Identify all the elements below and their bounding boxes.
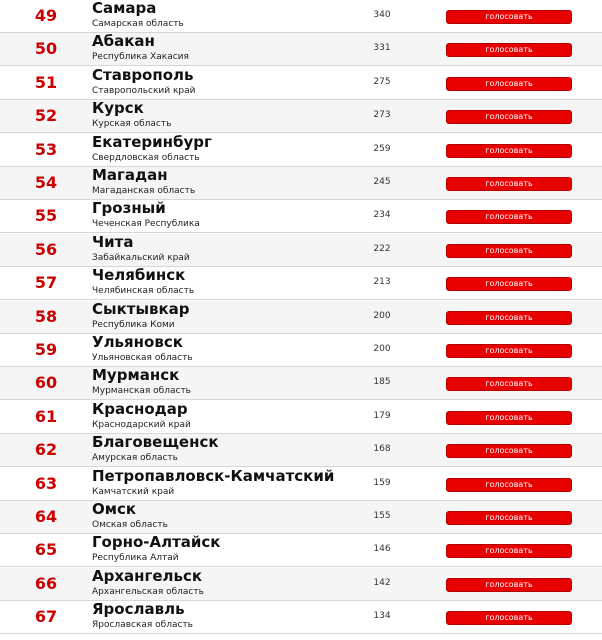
table-row [0, 568, 602, 601]
table-row [0, 267, 602, 300]
vote-count: 259 [373, 143, 391, 154]
vote-button[interactable]: голосовать [446, 344, 572, 358]
vote-button[interactable]: голосовать [446, 43, 572, 57]
vote-button[interactable]: голосовать [446, 144, 572, 158]
region-name: Республика Алтай [92, 553, 179, 564]
vote-count: 142 [373, 577, 391, 588]
vote-button[interactable]: голосовать [446, 77, 572, 91]
city-name: Чита [92, 232, 134, 251]
vote-count: 134 [373, 611, 391, 622]
table-row [0, 601, 602, 634]
region-name: Магаданская область [92, 186, 196, 196]
rank-number: 66 [34, 573, 58, 593]
city-name: Екатеринбург [92, 132, 212, 151]
vote-count: 200 [373, 344, 391, 354]
city-name: Архангельск [92, 566, 203, 585]
region-name: Архангельская область [92, 586, 204, 597]
rank-number: 60 [34, 373, 58, 393]
vote-count: 179 [373, 410, 391, 421]
city-name: Краснодар [92, 399, 188, 418]
table-row [0, 501, 602, 534]
vote-button[interactable]: голосовать [446, 611, 572, 625]
vote-button[interactable]: голосовать [446, 511, 572, 525]
table-row [0, 33, 602, 66]
rank-number: 63 [34, 473, 58, 493]
city-name: Ульяновск [92, 333, 183, 351]
vote-count: 168 [373, 444, 391, 455]
table-row [0, 0, 602, 33]
city-name: Ярославль [92, 600, 185, 619]
rank-number: 58 [34, 306, 58, 326]
city-name: Ставрополь [92, 65, 194, 84]
vote-button[interactable]: голосовать [446, 244, 572, 258]
vote-count: 245 [373, 177, 391, 187]
vote-count: 185 [373, 377, 391, 388]
rank-number: 65 [34, 540, 58, 560]
vote-button[interactable]: голосовать [446, 10, 572, 24]
rank-number: 54 [34, 173, 58, 192]
region-name: Республика Коми [92, 319, 175, 330]
vote-count: 234 [373, 210, 391, 221]
rank-number: 56 [34, 239, 58, 259]
region-name: Самарская область [92, 19, 184, 29]
table-row [0, 200, 602, 233]
rank-number: 52 [34, 106, 58, 126]
city-name: Петропавловск-Камчатский [92, 466, 335, 485]
city-name: Мурманск [92, 366, 180, 385]
table-row [0, 334, 602, 367]
table-row [0, 434, 602, 467]
rank-number: 55 [34, 206, 58, 226]
rank-number: 51 [34, 72, 58, 92]
vote-button[interactable]: голосовать [446, 444, 572, 458]
rank-number: 59 [34, 340, 58, 359]
vote-count: 159 [373, 477, 391, 488]
table-row [0, 301, 602, 334]
vote-button[interactable]: голосовать [446, 110, 572, 124]
region-name: Свердловская область [92, 152, 200, 163]
vote-count: 340 [373, 10, 391, 20]
rank-number: 64 [34, 507, 58, 526]
rank-number: 49 [34, 6, 58, 25]
vote-button[interactable]: голосовать [446, 411, 572, 425]
region-name: Забайкальский край [92, 252, 190, 263]
vote-count: 273 [373, 110, 391, 121]
vote-count: 222 [373, 243, 391, 254]
city-name: Горно-Алтайск [92, 533, 221, 552]
vote-button[interactable]: голосовать [446, 277, 572, 291]
vote-count: 200 [373, 310, 391, 321]
city-name: Челябинск [92, 266, 186, 285]
table-row [0, 468, 602, 501]
city-name: Благовещенск [92, 433, 219, 452]
rank-number: 50 [34, 39, 58, 59]
vote-count: 331 [373, 43, 391, 54]
region-name: Ярославская область [92, 620, 193, 631]
region-name: Республика Хакасия [92, 52, 189, 63]
vote-button[interactable]: голосовать [446, 478, 572, 492]
region-name: Краснодарский край [92, 419, 191, 430]
vote-button[interactable]: голосовать [446, 377, 572, 391]
rank-number: 62 [34, 440, 58, 460]
vote-button[interactable]: голосовать [446, 578, 572, 592]
vote-button[interactable]: голосовать [446, 544, 572, 558]
vote-button[interactable]: голосовать [446, 210, 572, 224]
region-name: Омская область [92, 520, 168, 530]
table-row [0, 401, 602, 434]
table-row [0, 100, 602, 133]
city-name: Абакан [92, 32, 155, 51]
vote-count: 213 [373, 277, 391, 288]
region-name: Ульяновская область [92, 353, 193, 363]
city-name: Курск [92, 99, 144, 118]
region-name: Курская область [92, 119, 172, 130]
table-row [0, 167, 602, 200]
rank-number: 57 [34, 273, 58, 293]
region-name: Челябинская область [92, 286, 195, 297]
vote-count: 146 [373, 544, 391, 555]
vote-count: 155 [373, 511, 391, 521]
vote-count: 275 [373, 76, 391, 87]
rank-number: 53 [34, 139, 58, 159]
city-name: Сыктывкар [92, 299, 190, 318]
vote-button[interactable]: голосовать [446, 311, 572, 325]
rank-number: 61 [34, 406, 58, 426]
region-name: Ставропольский край [92, 85, 196, 96]
city-name: Грозный [92, 199, 166, 218]
city-name: Самара [92, 0, 157, 17]
city-name: Магадан [92, 166, 168, 184]
city-name: Омск [92, 500, 137, 518]
region-name: Амурская область [92, 453, 178, 464]
region-name: Чеченская Республика [92, 219, 200, 230]
region-name: Камчатский край [92, 486, 175, 497]
region-name: Мурманская область [92, 386, 191, 397]
table-row [0, 67, 602, 100]
rank-number: 67 [34, 607, 58, 627]
table-row [0, 234, 602, 267]
table-row [0, 367, 602, 400]
table-row [0, 134, 602, 167]
vote-button[interactable]: голосовать [446, 177, 572, 191]
table-row [0, 534, 602, 567]
